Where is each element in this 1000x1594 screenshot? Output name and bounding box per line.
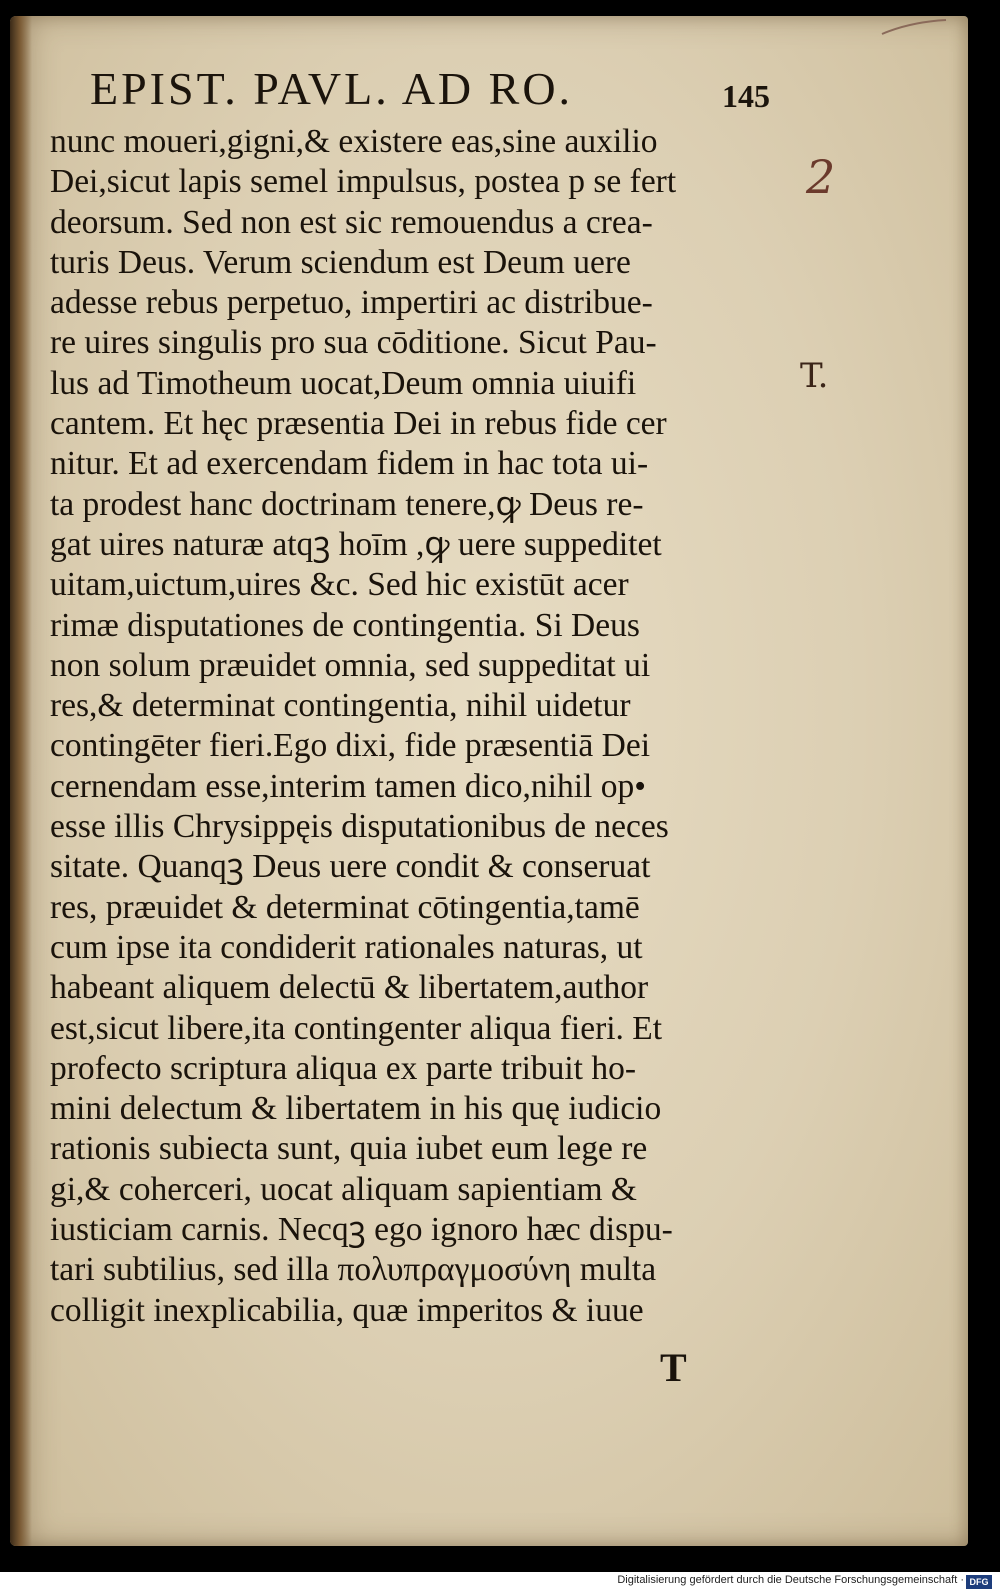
text-line: lus ad Timotheum uocat,Deum omnia uiuifi: [50, 364, 637, 402]
text-line: gi,& coherceri, uocat aliquam sapientiam &: [50, 1170, 637, 1208]
running-title: EPIST. PAVL. AD RO.: [90, 63, 574, 114]
text-line: Dei,sicut lapis semel impulsus, postea p se fert: [50, 163, 677, 201]
text-line: cernendam esse,interim tamen dico,nihil op•: [50, 767, 646, 805]
text-line: deorsum. Sed non est sic remouendus a crea-: [50, 203, 653, 241]
text-line: gat uires naturæ atqꝫ hoīm ,ꝙ uere suppeditet: [50, 525, 662, 563]
text-line: tari subtilius, sed illa πολυπραγμοσύνη multa: [50, 1251, 657, 1289]
text-line: iusticiam carnis. Necqꝫ ego ignoro hæc dispu-: [50, 1211, 673, 1249]
text-line: cum ipse ita condiderit rationales naturas, ut: [50, 928, 643, 966]
text-line: res,& determinat contingentia, nihil uidetur: [50, 687, 631, 725]
funding-credit: Digitalisierung gefördert durch die Deutsche Forschungsgemeinschaft ·: [617, 1574, 964, 1586]
text-line: re uires singulis pro sua cōditione. Sicut Pau-: [50, 324, 657, 362]
text-line: rimæ disputationes de contingentia. Si Deus: [50, 606, 640, 644]
text-line: contingēter fieri.Ego dixi, fide præsentiā Dei: [50, 727, 651, 765]
catchword: T: [660, 1345, 687, 1390]
text-line: mini delectum & libertatem in his quę iudicio: [50, 1090, 662, 1128]
text-line: esse illis Chrysippęis disputationibus de neces: [50, 808, 669, 846]
marginal-note-1: 2: [806, 150, 836, 204]
page-gutter: [10, 16, 32, 1546]
folio-number: 145: [722, 78, 770, 114]
text-line: nunc moueri,gigni,& existere eas,sine auxilio: [50, 123, 658, 160]
marginal-note-2: T.: [800, 356, 829, 396]
text-line: non solum præuidet omnia, sed suppeditat ui: [50, 646, 651, 684]
text-line: cantem. Et hęc præsentia Dei in rebus fide cer: [50, 405, 667, 443]
text-line: uitam,uictum,uires &c. Sed hic existūt acer: [50, 566, 629, 604]
body-text: [50, 122, 775, 1331]
text-line: adesse rebus perpetuo, impertiri ac distribue-: [50, 284, 653, 322]
text-line: est,sicut libere,ita contingenter aliqua fieri. Et: [50, 1009, 663, 1047]
text-line: rationis subiecta sunt, quia iubet eum lege re: [50, 1130, 648, 1168]
text-line: sitate. Quanqꝫ Deus uere condit & conseruat: [50, 848, 651, 886]
corner-pencil-mark: [880, 18, 950, 38]
text-line: colligit inexplicabilia, quæ imperitos & iuue: [50, 1291, 644, 1329]
dfg-logo: DFG: [966, 1575, 992, 1589]
text-line: res, præuidet & determinat cōtingentia,tamē: [50, 888, 640, 926]
text-line: habeant aliquem delectū & libertatem,author: [50, 969, 649, 1007]
text-line: nitur. Et ad exercendam fidem in hac tota ui-: [50, 445, 649, 483]
text-line: turis Deus. Verum sciendum est Deum uere: [50, 243, 631, 281]
text-line: ta prodest hanc doctrinam tenere,ꝙ Deus re-: [50, 485, 644, 523]
text-line: profecto scriptura aliqua ex parte tribuit ho-: [50, 1049, 637, 1087]
